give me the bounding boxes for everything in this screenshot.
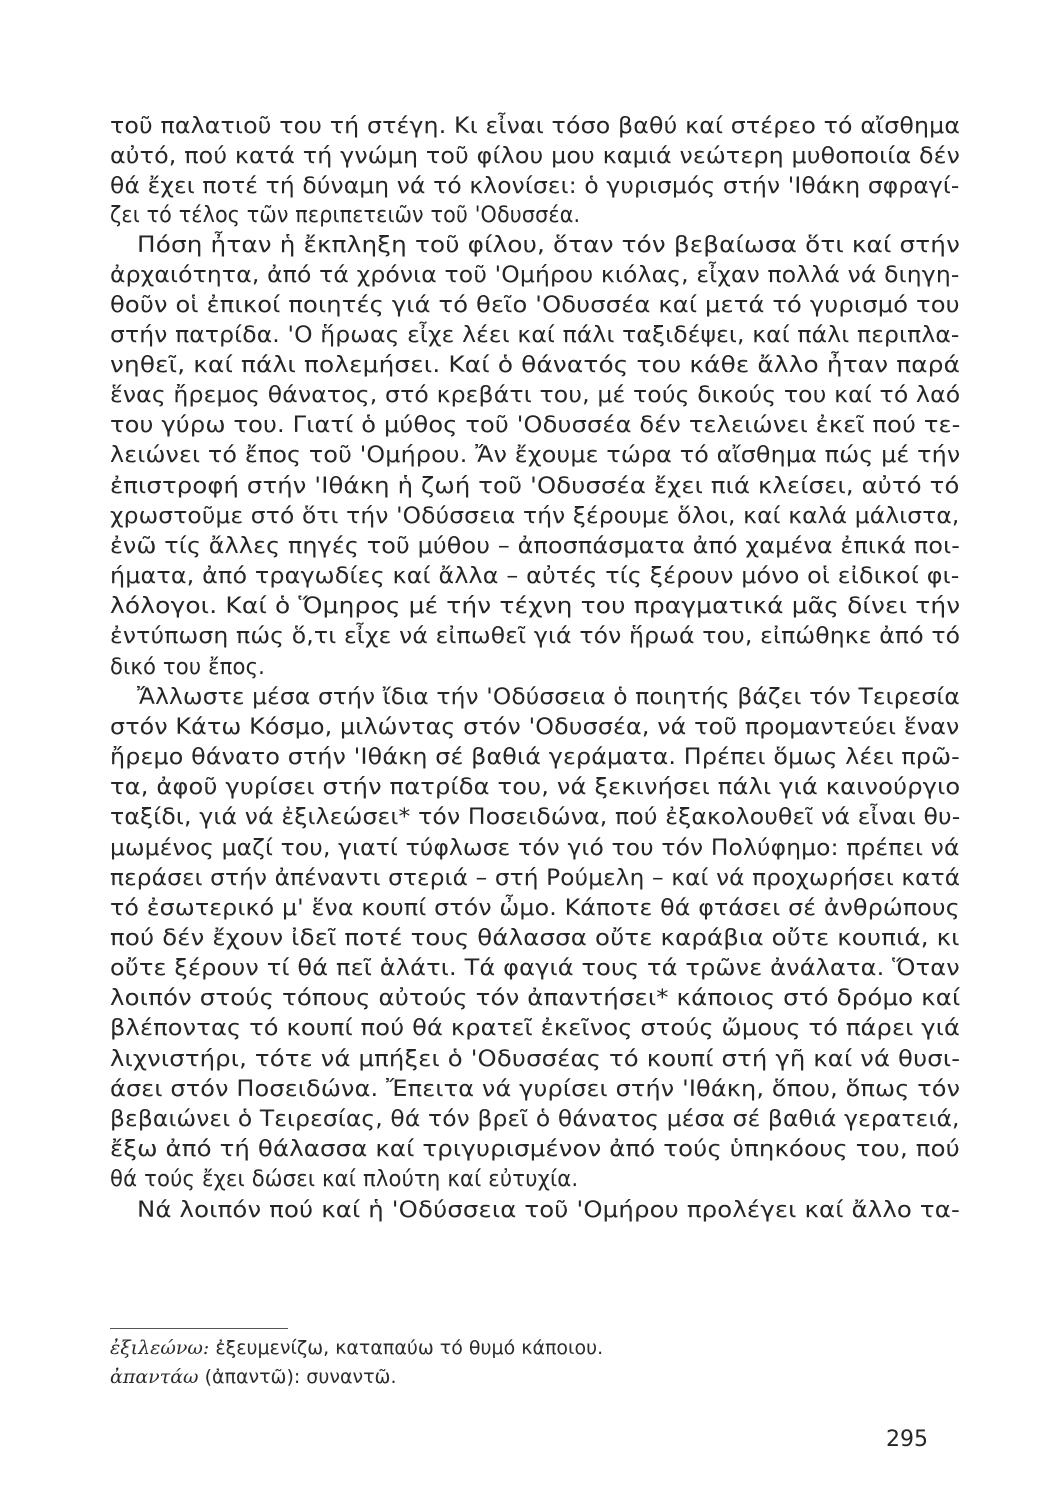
text-line: οὔτε ξέρουν τί θά πεῖ ἁλάτι. Τά φαγιά τους τά τρῶνε ἀνάλατα. Ὅταν [110,955,960,981]
footnote-2 [110,1364,397,1390]
text-line: ἤρεμο θάνατο στήν 'Ιθάκη σέ βαθιά γεράματα. Πρέπει ὅμως λέει πρῶ- [110,744,960,770]
text-line: ἕνας ἤρεμος θάνατος, στό κρεβάτι του, μέ τούς δικούς του καί τό λαό [110,382,961,408]
text-line: πού δέν ἔχουν ἰδεῖ ποτέ τους θάλασσα οὔτε καράβια οὔτε κουπιά, κι [110,925,960,951]
page-number: 295 [886,1427,928,1452]
text-line: άσει στόν Ποσειδώνα. Ἔπειτα νά γυρίσει στήν 'Ιθάκη, ὅπου, ὅπως τόν [110,1076,961,1102]
text-line: λοιπόν στούς τόπους αὐτούς τόν ἀπαντήσει* κάποιος στό δρόμο καί [110,985,961,1011]
text-line: βεβαιώνει ὁ Τειρεσίας, θά τόν βρεῖ ὁ θάνατος μέσα σέ βαθιά γερατειά, [110,1106,960,1132]
text-line: τα, ἀφοῦ γυρίσει στήν πατρίδα του, νά ξεκινήσει πάλι γιά καινούργιο [110,774,961,800]
text-line: ἐπιστροφή στήν 'Ιθάκη ἡ ζωή τοῦ 'Οδυσσέα ἔχει πιά κλείσει, αὐτό τό [110,473,960,499]
text-line: ἐντύπωση πώς ὅ,τι εἶχε νά εἰπωθεῖ γιά τόν ἥρωά του, εἰπώθηκε ἀπό τό [110,623,961,649]
text-line: λειώνει τό ἔπος τοῦ 'Ομήρου. Ἄν ἔχουμε τώρα τό αἴσθημα πώς μέ τήν [110,442,961,468]
text-line: βλέποντας τό κουπί πού θά κρατεῖ ἐκεῖνος στούς ὤμους τό πάρει γιά [110,1015,961,1041]
text-line: στήν πατρίδα. 'Ο ἥρωας εἶχε λέει καί πάλι ταξιδέψει, καί πάλι περιπλα- [110,322,960,348]
text-line: λόλογοι. Καί ὁ Ὅμηρος μέ τήν τέχνη του πραγματικά μᾶς δίνει τήν [110,593,961,619]
footnote-definition: ἐξευμενίζω, καταπαύω τό θυμό κάποιου. [215,1337,604,1359]
text-line: στόν Κάτω Κόσμο, μιλώντας στόν 'Οδυσσέα, νά τοῦ προμαντεύει ἕναν [110,714,960,740]
footnote-rule [110,1328,288,1329]
text-line: θά ἔχει ποτέ τή δύναμη νά τό κλονίσει: ὁ γυρισμός στήν 'Ιθάκη σφραγί- [110,173,960,199]
footnote-term: ἀπαντάω [110,1366,199,1388]
text-line: τοῦ παλατιοῦ του τή στέγη. Κι εἶναι τόσο βαθύ καί στέρεο τό αἴσθημα [110,113,961,139]
text-line: θά τούς ἔχει δώσει καί πλούτη καί εὐτυχία. [110,1166,579,1192]
text-line: ἐνῶ τίς ἄλλες πηγές τοῦ μύθου – ἀποσπάσματα ἀπό χαμένα ἐπικά ποι- [110,533,961,559]
text-line: τό ἐσωτερικό μ' ἕνα κουπί στόν ὦμο. Κάποτε θά φτάσει σέ ἀνθρώπους [110,895,960,921]
text-line: νηθεῖ, καί πάλι πολεμήσει. Καί ὁ θάνατός του κάθε ἄλλο ἦταν παρά [110,352,961,378]
text-line: λιχνιστήρι, τότε νά μπήξει ὁ 'Οδυσσέας τό κουπί στή γῆ καί νά θυσι- [110,1046,961,1072]
text-line: αὐτό, πού κατά τή γνώμη τοῦ φίλου μου καμιά νεώτερη μυθοποιία δέν [110,143,961,169]
text-line: ταξίδι, γιά νά ἐξιλεώσει* τόν Ποσειδώνα, πού ἐξακολουθεῖ νά εἶναι θυ- [110,804,961,830]
text-line: ήματα, ἀπό τραγωδίες καί ἄλλα – αὐτές τίς ξέρουν μόνο οἱ εἰδικοί φι- [110,563,960,589]
text-line: Νά λοιπόν πού καί ἡ 'Οδύσσεια τοῦ 'Ομήρου προλέγει καί ἄλλο τα- [137,1197,960,1223]
footnote-1 [110,1335,603,1361]
text-line: περάσει στήν ἀπέναντι στεριά – στή Ρούμελη – καί νά προχωρήσει κατά [110,865,961,891]
footnote-definition: (ἀπαντῶ): συναντῶ. [204,1366,397,1388]
text-line: Πόση ἦταν ἡ ἔκπληξη τοῦ φίλου, ὅταν τόν βεβαίωσα ὅτι καί στήν [137,232,961,258]
text-line: Ἄλλωστε μέσα στήν ἴδια τήν 'Οδύσσεια ὁ ποιητής βάζει τόν Τειρεσία [137,684,960,710]
text-line: ἔξω ἀπό τή θάλασσα καί τριγυρισμένον ἀπό τούς ὑπηκόους του, πού [110,1136,960,1162]
text-line: χρωστοῦμε στό ὅτι τήν 'Οδύσσεια τήν ξέρουμε ὅλοι, καί καλά μάλιστα, [110,503,960,529]
text-line: ἀρχαιότητα, ἀπό τά χρόνια τοῦ 'Ομήρου κιόλας, εἶχαν πολλά νά διηγη- [110,262,960,288]
text-line: δικό του ἔπος. [110,654,265,680]
text-line: του γύρω του. Γιατί ὁ μύθος τοῦ 'Οδυσσέα δέν τελειώνει ἐκεῖ πού τε- [110,412,961,438]
text-line: μωμένος μαζί του, γιατί τύφλωσε τόν γιό του τόν Πολύφημο: πρέπει νά [110,835,960,861]
footnote-term: ἐξιλεώνω: [110,1337,210,1359]
text-line: θοῦν οἱ ἐπικοί ποιητές γιά τό θεῖο 'Οδυσσέα καί μετά τό γυρισμό του [110,292,960,318]
text-line: ζει τό τέλος τῶν περιπετειῶν τοῦ 'Οδυσσέα. [110,202,581,228]
